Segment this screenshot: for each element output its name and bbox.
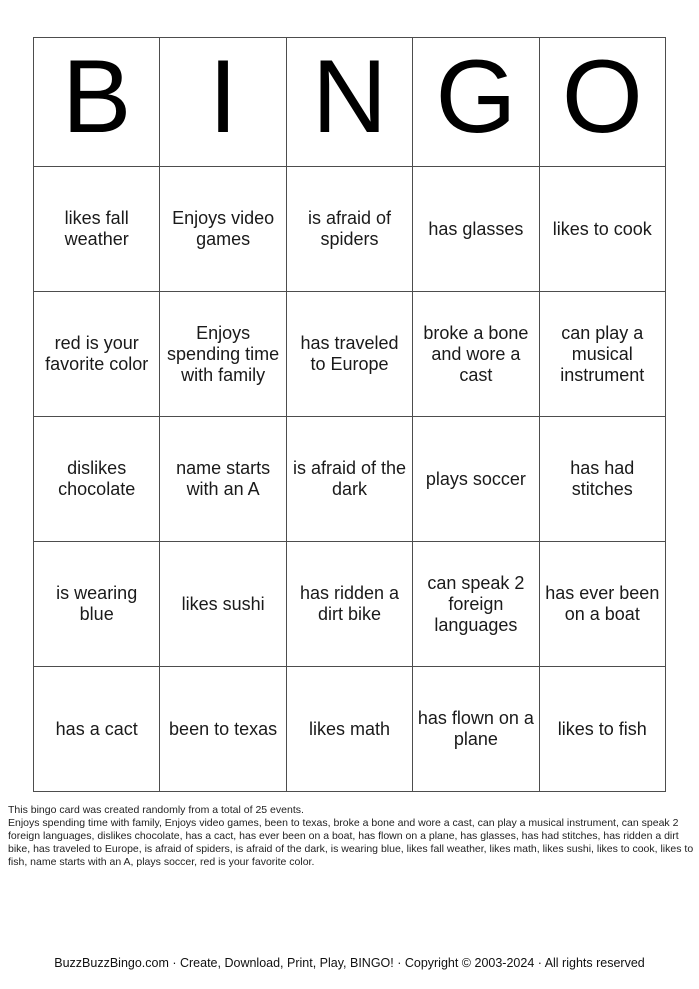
bingo-cell-r2c1: red is your favorite color — [34, 292, 160, 417]
bingo-cell-r5c5: likes to fish — [540, 667, 666, 792]
header-letter-o: O — [540, 38, 666, 167]
bingo-cell-r2c5: can play a musical instrument — [540, 292, 666, 417]
bingo-cell-r4c3: has ridden a dirt bike — [287, 542, 413, 667]
bingo-cell-r1c5: likes to cook — [540, 167, 666, 292]
bingo-cell-r3c2: name starts with an A — [160, 417, 286, 542]
bingo-cell-r5c3: likes math — [287, 667, 413, 792]
bingo-cell-r3c5: has had stitches — [540, 417, 666, 542]
bingo-cell-r5c4: has flown on a plane — [413, 667, 539, 792]
fine-print-summary: This bingo card was created randomly from a total of 25 events. — [8, 804, 304, 816]
bingo-cell-r2c2: Enjoys spending time with family — [160, 292, 286, 417]
bingo-cell-r2c3: has traveled to Europe — [287, 292, 413, 417]
bingo-cell-r1c4: has glasses — [413, 167, 539, 292]
bingo-cell-r4c2: likes sushi — [160, 542, 286, 667]
bingo-cell-r3c3: is afraid of the dark — [287, 417, 413, 542]
header-letter-i: I — [160, 38, 286, 167]
header-letter-n: N — [287, 38, 413, 167]
fine-print — [8, 804, 694, 869]
bingo-cell-r3c1: dislikes chocolate — [34, 417, 160, 542]
header-letter-g: G — [413, 38, 539, 167]
bingo-card-grid — [33, 37, 666, 792]
bingo-cell-r1c1: likes fall weather — [34, 167, 160, 292]
bingo-cell-r4c5: has ever been on a boat — [540, 542, 666, 667]
bingo-cell-r3c4: plays soccer — [413, 417, 539, 542]
fine-print-event-list: Enjoys spending time with family, Enjoys video games, been to texas, broke a bone and wore a cast, can play a musical instrument, can speak 2 foreign languages, dislikes chocolate, has a cact, has ever been on a boat, has flown on a plane, has glasses, has had stitches, has ridden a dirt bike, has traveled to Europe, is afraid of spiders, is afraid of the dark, is wearing blue, likes fall weather, likes math, likes sushi, likes to cook, likes to fish, name starts with an A, plays soccer, red is your favorite color. — [8, 817, 694, 868]
header-letter-b: B — [34, 38, 160, 167]
bingo-cell-r1c2: Enjoys video games — [160, 167, 286, 292]
bingo-cell-r5c2: been to texas — [160, 667, 286, 792]
bingo-cell-r2c4: broke a bone and wore a cast — [413, 292, 539, 417]
footer-copyright: BuzzBuzzBingo.com · Create, Download, Print, Play, BINGO! · Copyright © 2003-2024 · All rights reserved — [54, 956, 645, 970]
bingo-cell-r4c4: can speak 2 foreign languages — [413, 542, 539, 667]
bingo-cell-r1c3: is afraid of spiders — [287, 167, 413, 292]
bingo-cell-r4c1: is wearing blue — [34, 542, 160, 667]
bingo-cell-r5c1: has a cact — [34, 667, 160, 792]
